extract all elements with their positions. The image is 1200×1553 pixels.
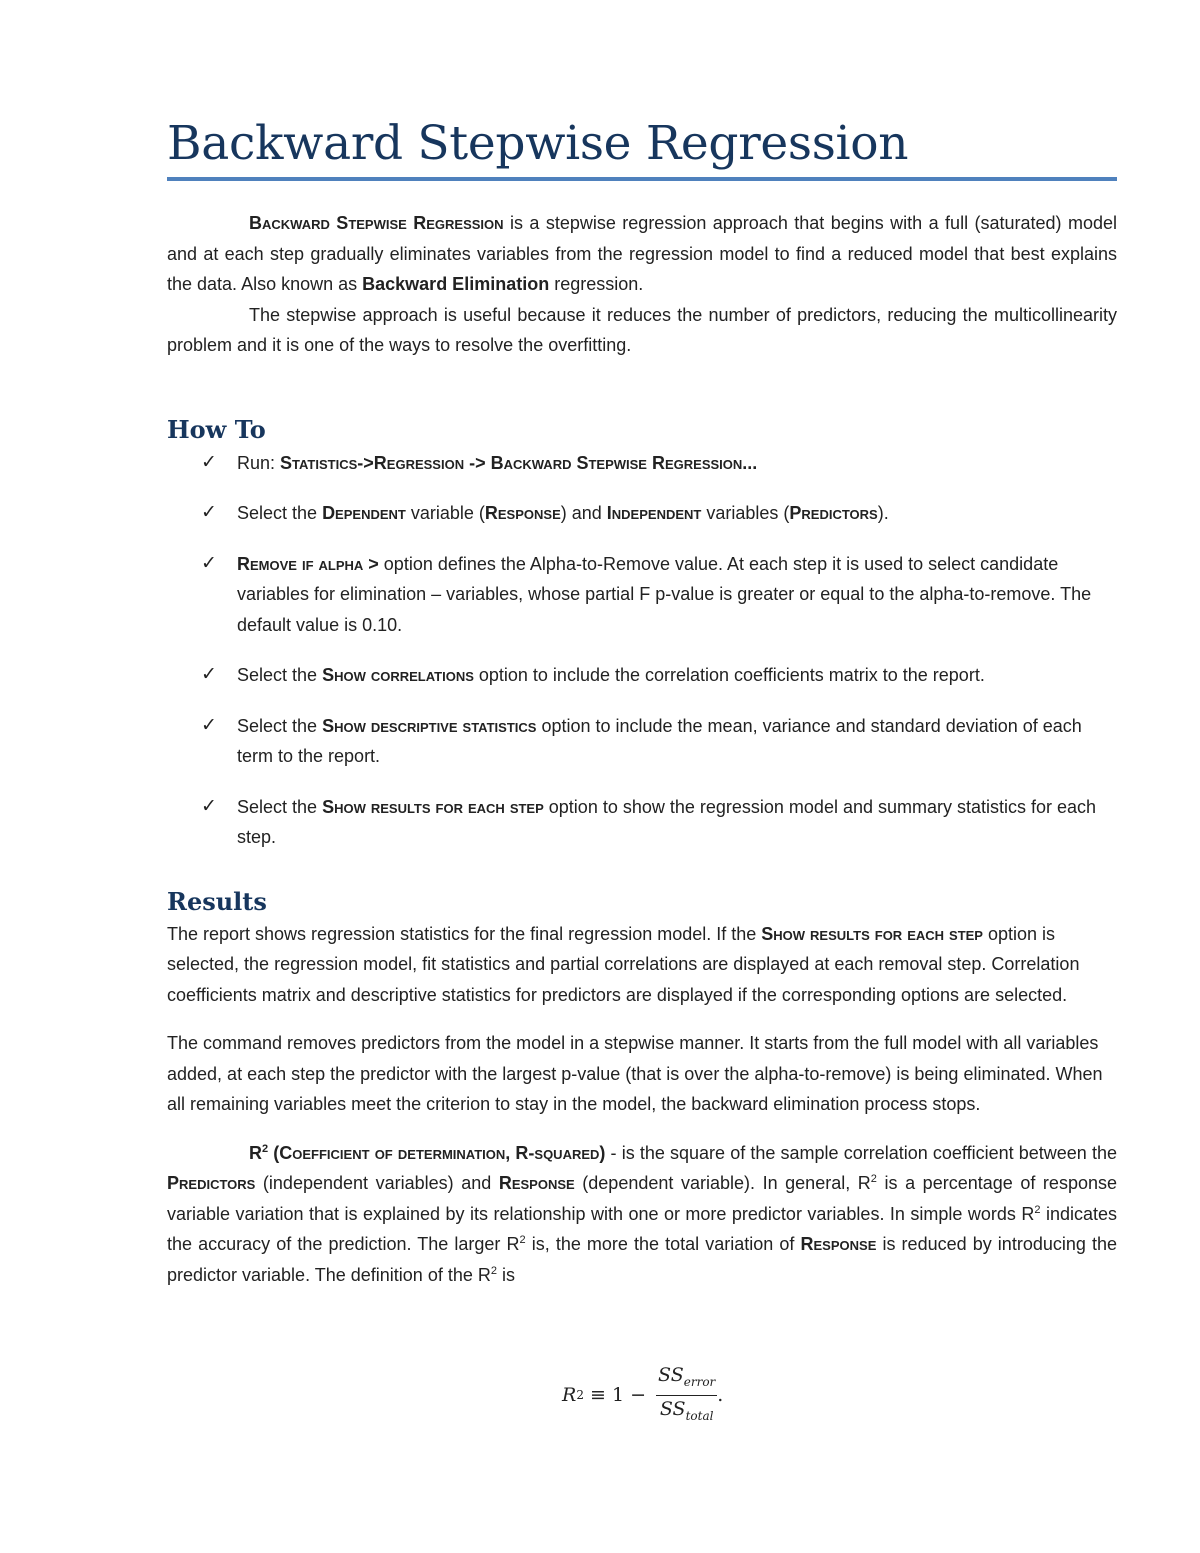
results-text: The report shows regression statistics for the final regression model. If the	[167, 923, 762, 944]
formula-numerator	[656, 1363, 717, 1396]
howto-item-correlations	[167, 660, 1117, 691]
item-text: variable (	[405, 503, 485, 523]
term-backward-stepwise: Backward Stepwise Regression	[249, 213, 504, 233]
item-text: Select the	[237, 503, 323, 523]
results-text: (independent variables) and	[255, 1173, 499, 1193]
intro-text: is a stepwise regression approach that begins with a full (saturated) model and at each step gradually eliminates variables from the regression model to find a reduced model that best explains the data. Also known as	[167, 213, 1117, 294]
item-text: ) and	[560, 503, 607, 523]
results-text: is	[496, 1264, 515, 1285]
term-response: Response	[484, 503, 561, 523]
term-show-correlations: Show correlations	[322, 665, 474, 685]
howto-item-descriptive	[167, 711, 1117, 772]
formula-lhs: R	[562, 1384, 577, 1406]
howto-list	[167, 448, 1117, 853]
howto-heading: How To	[167, 414, 266, 444]
checkmark-icon: ✓	[201, 663, 217, 685]
results-paragraph-2: The command removes predictors from the model in a stepwise manner. It starts from the full model with all variables added, at each step the predictor with the largest p-value (that is over the alpha-to-remove) is being eliminated. When all remaining variables meet the criterion to stay in the model, the backward elimination process stops.	[167, 1033, 1103, 1114]
term-independent: Independent	[606, 503, 702, 523]
ss-error: SS	[658, 1363, 684, 1386]
results-text: is reduced by introducing the predictor variable. The definition of the R	[167, 1234, 1117, 1285]
term-response: Response	[498, 1173, 575, 1193]
results-heading: Results	[167, 886, 267, 916]
r-squared-formula: R 2 ≡ 1 − $\frac{SS_{error}}{SS_{total}}$ .	[562, 1367, 723, 1423]
term-show-results-each-step: Show results for each step	[322, 796, 544, 817]
r-superscript: 2	[1034, 1203, 1041, 1216]
results-text: option is selected, the regression model, fit statistics and partial correlations are displayed at each removal step. Correlation coefficients matrix and descriptive statistics for predictors are displayed if the corresponding options are selected.	[167, 923, 1080, 1005]
results-text: indicates the accuracy of the prediction. The larger R	[167, 1203, 1117, 1254]
formula-fraction	[656, 1363, 717, 1428]
item-text: variables (	[701, 503, 790, 523]
howto-item-variables	[167, 498, 1117, 529]
menu-path-regression: Regression -> Backward Stepwise Regression...	[373, 452, 758, 473]
r-superscript: 2	[262, 1142, 269, 1155]
intro-text-end: regression.	[549, 274, 644, 294]
results-text: (dependent variable). In general, R	[574, 1173, 871, 1193]
r-superscript: 2	[490, 1264, 497, 1277]
checkmark-icon: ✓	[201, 501, 217, 523]
term-show-results-each-step: Show results for each step	[761, 923, 983, 944]
page-title: Backward Stepwise Regression	[167, 116, 909, 171]
term-coefficient-of-determination: (Coefficient of determination, R-squared)	[268, 1142, 606, 1163]
item-text: ).	[877, 503, 889, 523]
item-text: option to include the correlation coefficients matrix to the report.	[473, 665, 985, 685]
item-text: Select the	[237, 796, 323, 817]
item-text: Select the	[237, 665, 323, 685]
r-symbol: R	[249, 1142, 262, 1163]
results-paragraph-r-squared	[167, 1138, 1117, 1291]
ss-total: SS	[659, 1397, 686, 1420]
howto-item-remove-alpha	[167, 549, 1117, 641]
intro-paragraph-2: The stepwise approach is useful because it reduces the number of predictors, reducing the multicollinearity problem and it is one of the ways to resolve the overfitting.	[167, 304, 1117, 355]
item-text: Run:	[237, 452, 281, 473]
item-text: option to include the mean, variance and standard deviation of each term to the report.	[237, 715, 1082, 766]
formula-period: .	[717, 1384, 724, 1406]
term-dependent: Dependent	[322, 503, 406, 523]
intro-paragraph-1	[167, 208, 1117, 300]
results-text: is, the more the total variation of	[525, 1234, 801, 1254]
formula-denominator	[660, 1396, 714, 1428]
formula-operator: ≡ 1 −	[583, 1384, 653, 1406]
howto-item-run	[167, 448, 1117, 479]
results-text: - is the square of the sample correlation coefficient between the	[605, 1142, 1117, 1163]
term-predictors: Predictors	[789, 503, 878, 523]
term-response: Response	[800, 1234, 877, 1254]
item-text: option to show the regression model and summary statistics for each step.	[237, 796, 1097, 847]
checkmark-icon: ✓	[201, 713, 217, 736]
item-text: option defines the Alpha-to-Remove value. At each step it is used to select candidate variables for elimination – variables, whose partial F p-value is greater or equal to the alpha-to-remove. The default value is 0.10.	[237, 553, 1092, 635]
ss-total-sub: total	[685, 1408, 714, 1423]
checkmark-icon: ✓	[201, 794, 217, 817]
term-remove-if-alpha: Remove if alpha >	[237, 553, 379, 574]
term-predictors: Predictors	[167, 1173, 256, 1193]
howto-item-each-step	[167, 792, 1117, 853]
r-superscript: 2	[519, 1234, 526, 1246]
term-show-descriptive: Show descriptive statistics	[322, 715, 537, 736]
term-backward-elimination: Backward Elimination	[362, 274, 550, 294]
document-body	[167, 112, 1117, 1290]
checkmark-icon: ✓	[201, 551, 217, 574]
results-paragraph-1	[167, 919, 1117, 1011]
checkmark-icon: ✓	[201, 450, 217, 473]
results-text: is a percentage of response variable variation that is explained by its relationship with one or more predictor variables. In simple words R	[167, 1173, 1117, 1224]
ss-error-sub: error	[683, 1374, 716, 1389]
item-text: Select the	[237, 715, 323, 736]
menu-path-statistics: Statistics->	[280, 452, 374, 473]
r-superscript: 2	[870, 1173, 877, 1185]
